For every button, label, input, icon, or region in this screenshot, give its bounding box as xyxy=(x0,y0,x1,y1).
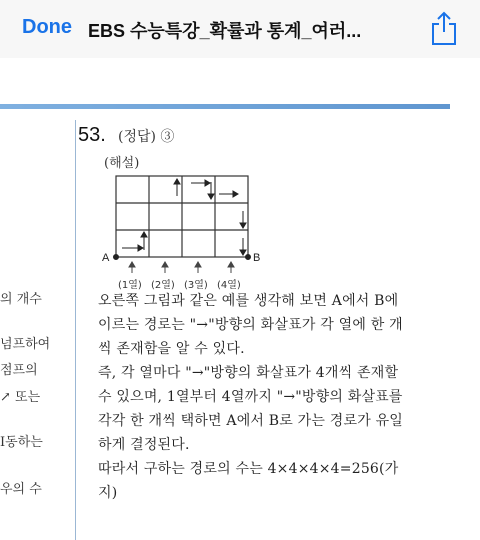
header-rule xyxy=(0,104,450,109)
left-text-fragment: I동하는 xyxy=(0,435,43,450)
answer-line: (정답) ③ xyxy=(118,129,175,145)
paragraph-line: 지) xyxy=(98,485,118,501)
document-title: EBS 수능특강_확률과 통계_여러... xyxy=(88,21,362,41)
left-text-fragment: ↗ 또는 xyxy=(0,390,41,405)
column-label: (1열) xyxy=(118,280,142,291)
left-text-fragment: 우의 수 xyxy=(0,482,42,497)
paragraph-line: 따라서 구하는 경로의 수는 4×4×4×4=256(가 xyxy=(98,461,399,477)
path-grid-diagram xyxy=(98,170,268,298)
explanation-label: (해설) xyxy=(104,156,140,171)
column-divider xyxy=(75,120,76,540)
paragraph-line: 이르는 경로는 "→"방향의 화살표가 각 열에 한 개 xyxy=(98,317,403,333)
question-number: 53. xyxy=(78,124,106,146)
left-text-fragment: 넘프하여 xyxy=(0,337,51,352)
done-button[interactable]: Done xyxy=(22,16,72,38)
paragraph-line: 각각 한 개씩 택하면 A에서 B로 가는 경로가 유일 xyxy=(98,413,404,429)
share-icon[interactable] xyxy=(430,10,458,46)
paragraph-line: 하게 결정된다. xyxy=(98,437,190,453)
point-b-label: B xyxy=(253,252,261,264)
point-a-label: A xyxy=(102,252,110,264)
left-text-fragment: 점프의 xyxy=(0,363,38,378)
paragraph-line: 즉, 각 열마다 "→"방향의 화살표가 4개씩 존재할 xyxy=(98,365,399,381)
paragraph-line: 씩 존재함을 알 수 있다. xyxy=(98,341,245,357)
paragraph-line: 수 있으며, 1열부터 4열까지 "→"방향의 화살표를 xyxy=(98,389,403,405)
paragraph-line: 오른쪽 그림과 같은 예를 생각해 보면 A에서 B에 xyxy=(98,293,399,309)
left-text-fragment: 의 개수 xyxy=(0,292,42,307)
column-label: (4열) xyxy=(217,280,241,291)
column-label: (2열) xyxy=(151,280,175,291)
column-label: (3열) xyxy=(184,280,208,291)
document-page[interactable] xyxy=(0,58,480,529)
top-toolbar xyxy=(0,0,480,59)
